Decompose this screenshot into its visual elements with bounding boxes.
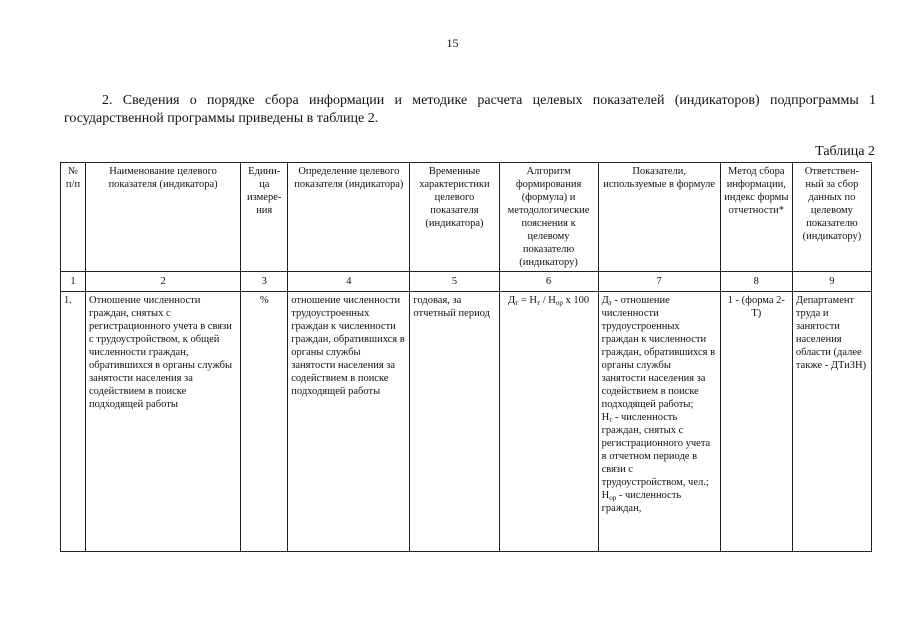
col-number: 1: [61, 272, 86, 292]
header-row: [61, 163, 872, 272]
col-number: 7: [598, 272, 720, 292]
col-number: 8: [720, 272, 792, 292]
header-name: Наименование целевого показателя (индикатора): [86, 163, 241, 272]
table-row: [61, 292, 872, 552]
header-formula: Алгоритм формирования (формула) и методологические пояснения к целевому показателю (индикатору): [499, 163, 598, 272]
col-number: 9: [792, 272, 871, 292]
indicator-name: Отношение численности граждан, снятых с регистрационного учета в связи с трудоустройством, к общей численности граждан, обратившихся в органы службы занятости населения за содействием в поиске подходящей работы: [86, 292, 241, 552]
header-unit: Едини-ца измере-ния: [241, 163, 288, 272]
col-number: 4: [288, 272, 410, 292]
indicator-definition: отношение численности трудоустроенных граждан к численности граждан, обратившихся в органы службы занятости населения за содействием в поиске подходящей работы: [288, 292, 410, 552]
formula-indicators: $Д_т$ - отношение численности трудоустроенных граждан к численности граждан, обратившихся в органы службы занятости населения за содействием в поиске подходящей работы; $Н_т$ - численность граждан, снятых с регистрационного учета в отчетном периоде в связи с трудоустройством, чел.; $Н_{ор}$ - численность граждан,: [598, 292, 720, 552]
header-method: Метод сбора информации, индекс формы отчетности*: [720, 163, 792, 272]
collection-method: 1 - (форма 2-Т): [720, 292, 792, 552]
formula: $Д_т = Н_т / Н_{ор}$ х 100: [499, 292, 598, 552]
responsible: Департамент труда и занятости населения области (далее также - ДТиЗН): [792, 292, 871, 552]
time-characteristic: годовая, за отчетный период: [410, 292, 499, 552]
col-number: 6: [499, 272, 598, 292]
header-indicators: Показатели, используемые в формуле: [598, 163, 720, 272]
column-number-row: [61, 272, 872, 292]
header-definition: Определение целевого показателя (индикатора): [288, 163, 410, 272]
col-number: 3: [241, 272, 288, 292]
unit: %: [241, 292, 288, 552]
intro-paragraph: 2. Сведения о порядке сбора информации и методике расчета целевых показателей (индикаторов) подпрограммы 1 государственной программы приведены в таблице 2.: [64, 93, 876, 126]
table-caption: Таблица 2: [815, 144, 875, 159]
header-num: № п/п: [61, 163, 86, 272]
row-num: 1.: [61, 292, 86, 552]
header-time: Временные характеристики целевого показателя (индикатора): [410, 163, 499, 272]
indicator-table: [60, 162, 872, 552]
header-responsible: Ответствен-ный за сбор данных по целевому показателю (индикатору): [792, 163, 871, 272]
col-number: 2: [86, 272, 241, 292]
page-number: 15: [446, 36, 459, 50]
col-number: 5: [410, 272, 499, 292]
